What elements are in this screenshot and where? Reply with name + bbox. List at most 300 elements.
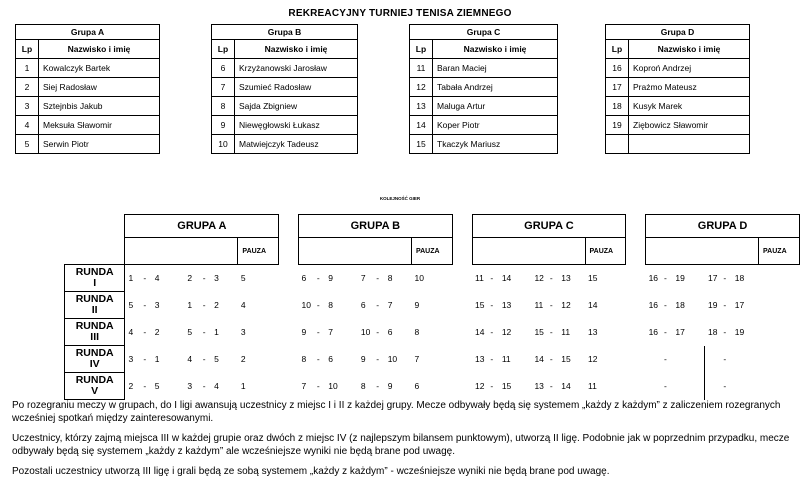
pauza-player: 8 — [414, 327, 420, 337]
match-dash: - — [663, 300, 667, 310]
match-player-b: 10 — [387, 354, 398, 364]
player-name: Krzyżanowski Jarosław — [235, 59, 358, 78]
pauza-player: 9 — [414, 300, 420, 310]
match-player-a: 16 — [648, 327, 659, 337]
round-label-word: RUNDA — [75, 266, 114, 278]
group-spacer — [279, 292, 299, 319]
match-dash: - — [376, 327, 380, 337]
player-number: 6 — [212, 59, 235, 78]
match-dash: - — [202, 300, 206, 310]
player-name: Siej Radosław — [39, 78, 160, 97]
match-dash: - — [376, 354, 380, 364]
match-dash: - — [490, 273, 494, 284]
group-spacer — [279, 265, 299, 292]
pair-cell-empty — [732, 373, 745, 400]
match-gap — [398, 319, 412, 346]
group-table-3 — [409, 24, 558, 154]
pauza-player: 2 — [240, 354, 246, 364]
match-dash: - — [202, 354, 206, 364]
match-player-b: 1 — [154, 354, 160, 364]
pauza-player: 3 — [240, 327, 246, 337]
pair-cell-empty — [672, 346, 685, 373]
match-dash: - — [202, 381, 206, 391]
group-spacer — [452, 319, 472, 346]
group-table-2 — [211, 24, 358, 154]
match-player-a: 6 — [301, 273, 307, 284]
round-spacer — [12, 319, 64, 346]
player-number: 9 — [212, 116, 235, 135]
col-lp-header: Lp — [212, 40, 235, 59]
match-player-a: 4 — [128, 327, 134, 337]
group-spacer — [626, 215, 646, 265]
match-player-b: 10 — [328, 381, 338, 391]
match-dash: - — [143, 327, 147, 337]
player-number: 13 — [410, 97, 433, 116]
player-name: Meksuła Sławomir — [39, 116, 160, 135]
group-spacer — [452, 292, 472, 319]
pair-cell-empty — [705, 346, 718, 373]
pauza-player: 14 — [588, 300, 598, 310]
match-player-a: 2 — [187, 273, 193, 284]
match-dash: - — [549, 381, 553, 391]
pair-cell-empty — [646, 373, 659, 400]
pauza-player — [759, 373, 800, 400]
col-lp-header: Lp — [16, 40, 39, 59]
match-player-a: 8 — [360, 381, 366, 391]
match-dash: - — [316, 273, 320, 284]
player-number: 15 — [410, 135, 433, 154]
match-gap — [512, 346, 532, 373]
match-player-a: 9 — [360, 354, 366, 364]
pair-dash: - — [723, 381, 727, 391]
schedule-title: KOLEJNOŚĆ GIER — [379, 196, 421, 201]
match-gap — [745, 292, 759, 319]
match-player-b: 2 — [154, 327, 160, 337]
round-label-number: IV — [89, 358, 100, 370]
round-row — [12, 319, 800, 346]
player-row — [410, 135, 558, 154]
match-gap — [224, 265, 238, 292]
corner-empty — [12, 215, 64, 265]
match-dash: - — [316, 327, 320, 337]
match-player-a: 11 — [475, 273, 484, 284]
match-player-b: 13 — [501, 300, 512, 310]
match-player-a: 5 — [128, 300, 134, 310]
pair-gap — [685, 346, 705, 373]
group-spacer — [626, 292, 646, 319]
player-number: 7 — [212, 78, 235, 97]
match-dash: - — [490, 354, 494, 364]
match-player-b: 19 — [675, 273, 685, 284]
match-player-b: 14 — [561, 381, 571, 391]
player-name: Serwin Piotr — [39, 135, 160, 154]
match-player-b: 1 — [214, 327, 219, 337]
player-row — [212, 78, 358, 97]
match-player-b: 17 — [734, 300, 745, 310]
round-label-word: RUNDA — [75, 293, 114, 305]
player-name: Sztejnbis Jakub — [39, 97, 160, 116]
match-player-a: 15 — [534, 327, 544, 337]
match-dash: - — [376, 273, 380, 284]
match-player-a: 7 — [301, 381, 307, 391]
round-label — [64, 319, 125, 346]
pauza-player: 5 — [240, 273, 246, 284]
match-gap — [224, 373, 238, 400]
round-label-word: RUNDA — [75, 374, 114, 386]
match-gap — [338, 319, 358, 346]
match-dash: - — [316, 354, 320, 364]
match-gap — [571, 265, 585, 292]
match-dash: - — [143, 381, 147, 391]
match-gap — [224, 292, 238, 319]
player-number — [606, 135, 629, 154]
group-spacer — [626, 319, 646, 346]
match-dash: - — [316, 381, 320, 391]
match-player-b: 11 — [561, 327, 571, 337]
match-player-b: 19 — [734, 327, 745, 337]
schedule-group-header: GRUPA A — [125, 215, 279, 238]
round-label-number: II — [91, 304, 98, 316]
group-name: Grupa C — [410, 25, 558, 40]
rules-paragraph-2: Uczestnicy, którzy zajmą miejsca III w każdej grupie oraz dwóch z miejsc IV (z najlepszym bilansem punktowym), utworzą II ligę. Podobnie jak w poprzednim przypadku, mecze odbywały będą się systemem „każdy z każdym” ale wcześniejsze wyniki nie będą brane pod uwagę. — [12, 433, 790, 457]
player-number: 4 — [16, 116, 39, 135]
match-player-a: 11 — [534, 300, 544, 310]
player-number: 8 — [212, 97, 235, 116]
col-name-header: Nazwisko i imię — [39, 40, 160, 59]
player-number: 12 — [410, 78, 433, 97]
pairs-header-empty — [299, 238, 412, 265]
round-row — [12, 373, 800, 400]
player-row — [606, 59, 750, 78]
match-dash: - — [376, 300, 380, 310]
match-gap — [398, 373, 412, 400]
pair-cell-empty — [646, 346, 659, 373]
round-label-number: I — [93, 277, 97, 289]
player-name: Szumieć Radosław — [235, 78, 358, 97]
player-name: Kusyk Marek — [629, 97, 750, 116]
match-gap — [512, 292, 532, 319]
match-player-b: 6 — [328, 354, 334, 364]
rules-paragraph-1: Po rozegraniu meczy w grupach, do I ligi awansują uczestnicy z miejsc I i II z każdej grupy. Mecze odbywały będą się systemem „każdy z każdym” z zaliczeniem rozegranych wcześniej spotkań między zainteresowanymi. — [12, 400, 781, 424]
match-player-b: 3 — [154, 300, 160, 310]
match-dash: - — [143, 354, 147, 364]
match-gap — [338, 292, 358, 319]
player-name: Koproń Andrzej — [629, 59, 750, 78]
player-name: Maluga Artur — [433, 97, 558, 116]
group-table-1 — [15, 24, 160, 154]
pairs-header-empty — [472, 238, 585, 265]
player-row — [606, 97, 750, 116]
pair-dash: - — [663, 354, 667, 364]
pauza-player: 4 — [240, 300, 246, 310]
player-row — [212, 97, 358, 116]
match-dash: - — [663, 273, 667, 284]
pauza-player: 15 — [588, 273, 598, 284]
group-table-4 — [605, 24, 750, 154]
group-spacer — [279, 373, 299, 400]
player-number: 18 — [606, 97, 629, 116]
player-name: Matwiejczyk Tadeusz — [235, 135, 358, 154]
match-player-a: 8 — [301, 354, 307, 364]
page-title: REKREACYJNY TURNIEJ TENISA ZIEMNEGO — [288, 8, 512, 19]
col-name-header: Nazwisko i imię — [433, 40, 558, 59]
group-name: Grupa A — [16, 25, 160, 40]
pauza-header: PAUZA — [585, 238, 626, 265]
match-player-b: 5 — [214, 354, 219, 364]
match-player-b: 4 — [214, 381, 219, 391]
pair-gap — [685, 373, 705, 400]
round-label-number: III — [90, 331, 100, 343]
pair-dash: - — [663, 381, 667, 391]
match-gap — [224, 346, 238, 373]
match-player-a: 9 — [301, 327, 307, 337]
player-name: Kowalczyk Bartek — [39, 59, 160, 78]
pair-cell-empty — [672, 373, 685, 400]
match-player-a: 15 — [475, 300, 485, 310]
match-player-b: 12 — [561, 300, 571, 310]
pauza-player — [759, 292, 800, 319]
match-gap — [571, 346, 585, 373]
player-name: Tabała Andrzej — [433, 78, 558, 97]
match-player-b: 15 — [561, 354, 571, 364]
player-name: Niewęgłowski Łukasz — [235, 116, 358, 135]
match-player-b: 3 — [214, 273, 219, 284]
round-label — [64, 292, 125, 319]
pauza-player: 13 — [588, 327, 598, 337]
match-gap — [571, 292, 585, 319]
pair-cell-empty — [745, 346, 759, 373]
pair-cell-empty — [705, 373, 718, 400]
player-name: Ziębowicz Sławomir — [629, 116, 750, 135]
match-player-a: 18 — [707, 327, 718, 337]
player-number: 14 — [410, 116, 433, 135]
player-name: Baran Maciej — [433, 59, 558, 78]
match-dash: - — [202, 273, 206, 284]
group-spacer — [626, 346, 646, 373]
round-spacer — [12, 292, 64, 319]
pauza-player: 7 — [414, 354, 420, 364]
match-gap — [165, 346, 185, 373]
match-dash: - — [490, 327, 494, 337]
player-row — [410, 97, 558, 116]
match-player-b: 17 — [675, 327, 685, 337]
player-number: 10 — [212, 135, 235, 154]
match-dash: - — [549, 354, 553, 364]
pauza-header: PAUZA — [411, 238, 452, 265]
round-spacer — [12, 265, 64, 292]
match-gap — [685, 319, 705, 346]
player-row — [410, 78, 558, 97]
round-label-word: RUNDA — [75, 347, 114, 359]
player-name: Koper Piotr — [433, 116, 558, 135]
match-player-b: 6 — [387, 327, 393, 337]
player-number: 5 — [16, 135, 39, 154]
round-row — [12, 346, 800, 373]
match-dash: - — [202, 327, 206, 337]
match-player-b: 9 — [328, 273, 334, 284]
match-player-b: 4 — [154, 273, 160, 284]
round-spacer — [12, 373, 64, 400]
match-gap — [398, 265, 412, 292]
match-player-b: 7 — [328, 327, 334, 337]
player-number: 1 — [16, 59, 39, 78]
match-gap — [165, 373, 185, 400]
group-spacer — [626, 373, 646, 400]
player-row — [16, 135, 160, 154]
match-player-b: 2 — [214, 300, 219, 310]
match-gap — [512, 319, 532, 346]
match-dash: - — [143, 300, 147, 310]
player-name: Tkaczyk Mariusz — [433, 135, 558, 154]
match-gap — [571, 373, 585, 400]
group-spacer — [452, 265, 472, 292]
match-gap — [571, 319, 585, 346]
match-dash: - — [723, 273, 727, 284]
match-dash: - — [490, 381, 494, 391]
player-number: 3 — [16, 97, 39, 116]
player-row — [410, 59, 558, 78]
player-name: Sajda Zbigniew — [235, 97, 358, 116]
col-lp-header: Lp — [606, 40, 629, 59]
group-spacer — [452, 373, 472, 400]
match-gap — [165, 292, 185, 319]
match-player-b: 11 — [501, 354, 511, 364]
match-gap — [685, 265, 705, 292]
match-player-b: 18 — [734, 273, 745, 284]
player-row — [16, 97, 160, 116]
match-player-b: 8 — [328, 300, 334, 310]
col-name-header: Nazwisko i imię — [629, 40, 750, 59]
schedule-group-header: GRUPA C — [472, 215, 626, 238]
match-player-a: 19 — [707, 300, 718, 310]
match-player-a: 14 — [475, 327, 485, 337]
player-number: 19 — [606, 116, 629, 135]
match-dash: - — [143, 273, 147, 284]
match-dash: - — [723, 327, 727, 337]
player-number: 11 — [410, 59, 433, 78]
match-gap — [685, 292, 705, 319]
match-player-a: 1 — [128, 273, 134, 284]
match-player-a: 4 — [187, 354, 193, 364]
match-dash: - — [490, 300, 494, 310]
match-player-a: 16 — [648, 273, 659, 284]
match-player-a: 10 — [301, 300, 311, 310]
pair-cell-empty — [745, 373, 759, 400]
pauza-header: PAUZA — [759, 238, 800, 265]
match-player-b: 18 — [675, 300, 685, 310]
match-player-a: 3 — [128, 354, 134, 364]
match-player-a: 1 — [187, 300, 193, 310]
player-row — [212, 135, 358, 154]
pauza-header: PAUZA — [238, 238, 279, 265]
round-label-number: V — [91, 385, 99, 397]
pauza-player: 11 — [588, 381, 597, 391]
match-dash: - — [663, 327, 667, 337]
match-dash: - — [316, 300, 320, 310]
rules-paragraph-3: Pozostali uczestnicy utworzą III ligę i grali będą ze sobą systemem „każdy z każdym” - wcześniejsze wyniki nie będą brane pod uwagę. — [12, 466, 610, 477]
match-player-b: 12 — [501, 327, 512, 337]
round-row — [12, 265, 800, 292]
group-name: Grupa D — [606, 25, 750, 40]
match-dash: - — [549, 327, 553, 337]
match-dash: - — [549, 300, 553, 310]
match-gap — [398, 346, 412, 373]
match-gap — [398, 292, 412, 319]
match-player-b: 13 — [561, 273, 571, 284]
match-gap — [745, 265, 759, 292]
player-row — [410, 116, 558, 135]
match-gap — [224, 319, 238, 346]
player-number: 2 — [16, 78, 39, 97]
match-gap — [745, 319, 759, 346]
player-row — [212, 116, 358, 135]
pair-cell-empty — [732, 346, 745, 373]
match-player-a: 6 — [360, 300, 366, 310]
round-label — [64, 346, 125, 373]
match-gap — [338, 265, 358, 292]
match-player-a: 13 — [534, 381, 544, 391]
match-player-a: 5 — [187, 327, 193, 337]
match-player-b: 14 — [501, 273, 512, 284]
match-player-a: 17 — [707, 273, 718, 284]
round-label — [64, 373, 125, 400]
corner-empty — [64, 215, 125, 265]
match-gap — [512, 373, 532, 400]
pauza-player: 10 — [414, 273, 424, 284]
group-spacer — [452, 346, 472, 373]
match-player-b: 5 — [154, 381, 160, 391]
player-name: Prażmo Mateusz — [629, 78, 750, 97]
match-player-a: 10 — [360, 327, 371, 337]
match-player-b: 9 — [387, 381, 393, 391]
group-spacer — [279, 215, 299, 265]
match-player-a: 3 — [187, 381, 193, 391]
round-label-word: RUNDA — [75, 320, 114, 332]
match-player-a: 12 — [534, 273, 544, 284]
group-name: Grupa B — [212, 25, 358, 40]
match-gap — [165, 265, 185, 292]
match-player-b: 15 — [501, 381, 512, 391]
match-dash: - — [549, 273, 553, 284]
player-name — [629, 135, 750, 154]
player-row — [606, 116, 750, 135]
player-row — [16, 116, 160, 135]
group-spacer — [626, 265, 646, 292]
match-player-a: 14 — [534, 354, 544, 364]
pairs-header-empty — [646, 238, 759, 265]
round-label — [64, 265, 125, 292]
match-dash: - — [376, 381, 380, 391]
schedule-group-header: GRUPA D — [646, 215, 800, 238]
schedule-group-header: GRUPA B — [299, 215, 453, 238]
player-number: 16 — [606, 59, 629, 78]
player-row — [16, 59, 160, 78]
match-player-b: 8 — [387, 273, 393, 284]
group-spacer — [279, 319, 299, 346]
match-gap — [165, 319, 185, 346]
pauza-player — [759, 265, 800, 292]
player-number: 17 — [606, 78, 629, 97]
schedule-table — [12, 214, 800, 400]
player-row — [212, 59, 358, 78]
match-player-a: 16 — [648, 300, 659, 310]
match-player-a: 13 — [475, 354, 485, 364]
pauza-player: 6 — [414, 381, 420, 391]
match-player-a: 7 — [360, 273, 366, 284]
match-gap — [512, 265, 532, 292]
player-row — [16, 78, 160, 97]
player-row — [606, 135, 750, 154]
